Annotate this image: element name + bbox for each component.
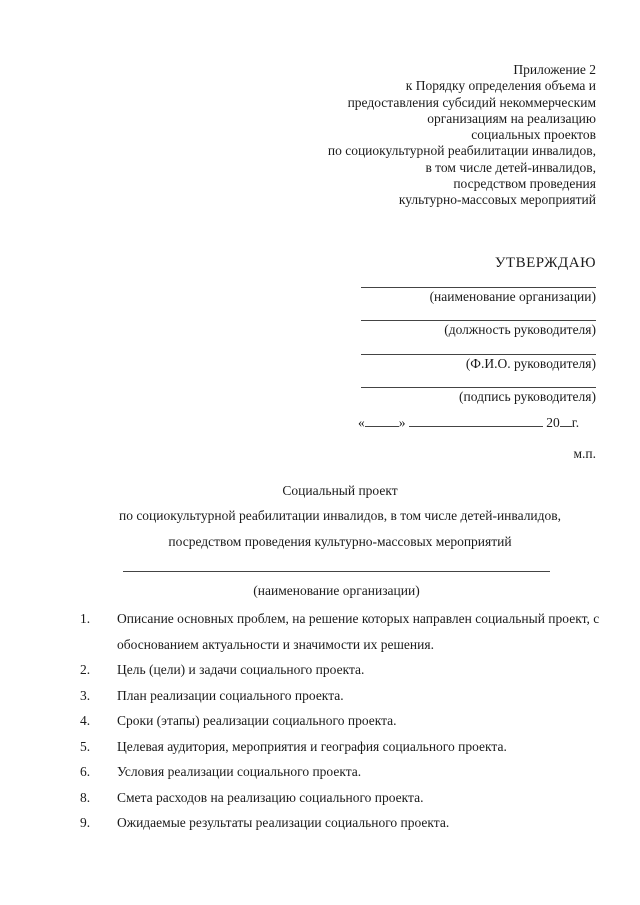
- date-quote-close: »: [398, 415, 406, 430]
- list-item: [80, 657, 610, 683]
- appendix-line: предоставления субсидий некоммерческим: [347, 94, 596, 110]
- signature-line: [361, 287, 596, 288]
- list-item: [80, 606, 610, 657]
- appendix-line: Приложение 2: [513, 62, 596, 77]
- list-item: [80, 734, 610, 760]
- list-item: [80, 708, 610, 734]
- item-text: Сроки (этапы) реализации социального проекта.: [117, 713, 397, 728]
- item-text: План реализации социального проекта.: [117, 687, 344, 703]
- item-number: 4.: [80, 713, 91, 728]
- appendix-line: социальных проектов: [471, 127, 596, 143]
- item-number: 9.: [80, 815, 91, 830]
- item-text: Цель (цели) и задачи социального проекта.: [117, 662, 365, 677]
- appendix-line: организациям на реализацию: [427, 110, 596, 126]
- item-number: 6.: [80, 764, 91, 779]
- appendix-line: в том числе детей-инвалидов,: [425, 159, 596, 175]
- appendix-line: культурно-массовых мероприятий: [398, 192, 596, 208]
- signature-line: [361, 387, 596, 388]
- list-item: [80, 759, 610, 785]
- project-subtitle: по социокультурной реабилитации инвалидов, в том числе детей-инвалидов,: [118, 508, 562, 523]
- list-item: [80, 683, 610, 709]
- item-number: 3.: [80, 687, 91, 703]
- item-text: Описание основных проблем, на решение которых направлен социальный проект, с обоснованием актуальности и значимости их решения.: [117, 611, 600, 652]
- approval-heading: УТВЕРЖДАЮ: [494, 255, 596, 271]
- item-text: Целевая аудитория, мероприятия и география социального проекта.: [117, 738, 507, 754]
- item-number: 5.: [80, 738, 91, 754]
- item-number: 1.: [80, 611, 91, 626]
- item-number: 2.: [80, 662, 91, 677]
- item-number: 8.: [80, 789, 91, 805]
- signature-line: [361, 320, 596, 321]
- organization-caption: (наименование организации): [253, 583, 420, 598]
- date-year-prefix: 20: [546, 415, 560, 430]
- date-year-suffix: г.: [571, 415, 580, 430]
- appendix-line: посредством проведения: [453, 176, 596, 192]
- date-quote-open: «: [358, 415, 365, 430]
- list-item: [80, 810, 610, 836]
- appendix-line: к Порядку определения объема и: [405, 78, 596, 94]
- project-subtitle: посредством проведения культурно-массовых мероприятий: [168, 534, 512, 549]
- project-sections-list: [80, 606, 610, 836]
- date-month-blank: [409, 415, 543, 427]
- signature-line: [361, 354, 596, 355]
- project-title: Социальный проект: [282, 483, 398, 498]
- stamp-place: м.п.: [573, 446, 596, 461]
- field-caption-organization: (наименование организации): [429, 289, 596, 304]
- approval-date: [358, 415, 598, 431]
- date-year-blank: [560, 415, 572, 427]
- list-item: [80, 785, 610, 811]
- item-text: Условия реализации социального проекта.: [117, 764, 362, 779]
- field-caption-name: (Ф.И.О. руководителя): [465, 356, 596, 371]
- date-day-blank: [365, 415, 399, 427]
- field-caption-signature: (подпись руководителя): [459, 389, 596, 404]
- appendix-line: по социокультурной реабилитации инвалидов,: [327, 143, 596, 159]
- appendix-header: [328, 62, 596, 209]
- item-text: Смета расходов на реализацию социального проекта.: [117, 789, 424, 805]
- item-text: Ожидаемые результаты реализации социального проекта.: [117, 815, 450, 830]
- field-caption-position: (должность руководителя): [444, 322, 596, 337]
- organization-line: [123, 571, 550, 572]
